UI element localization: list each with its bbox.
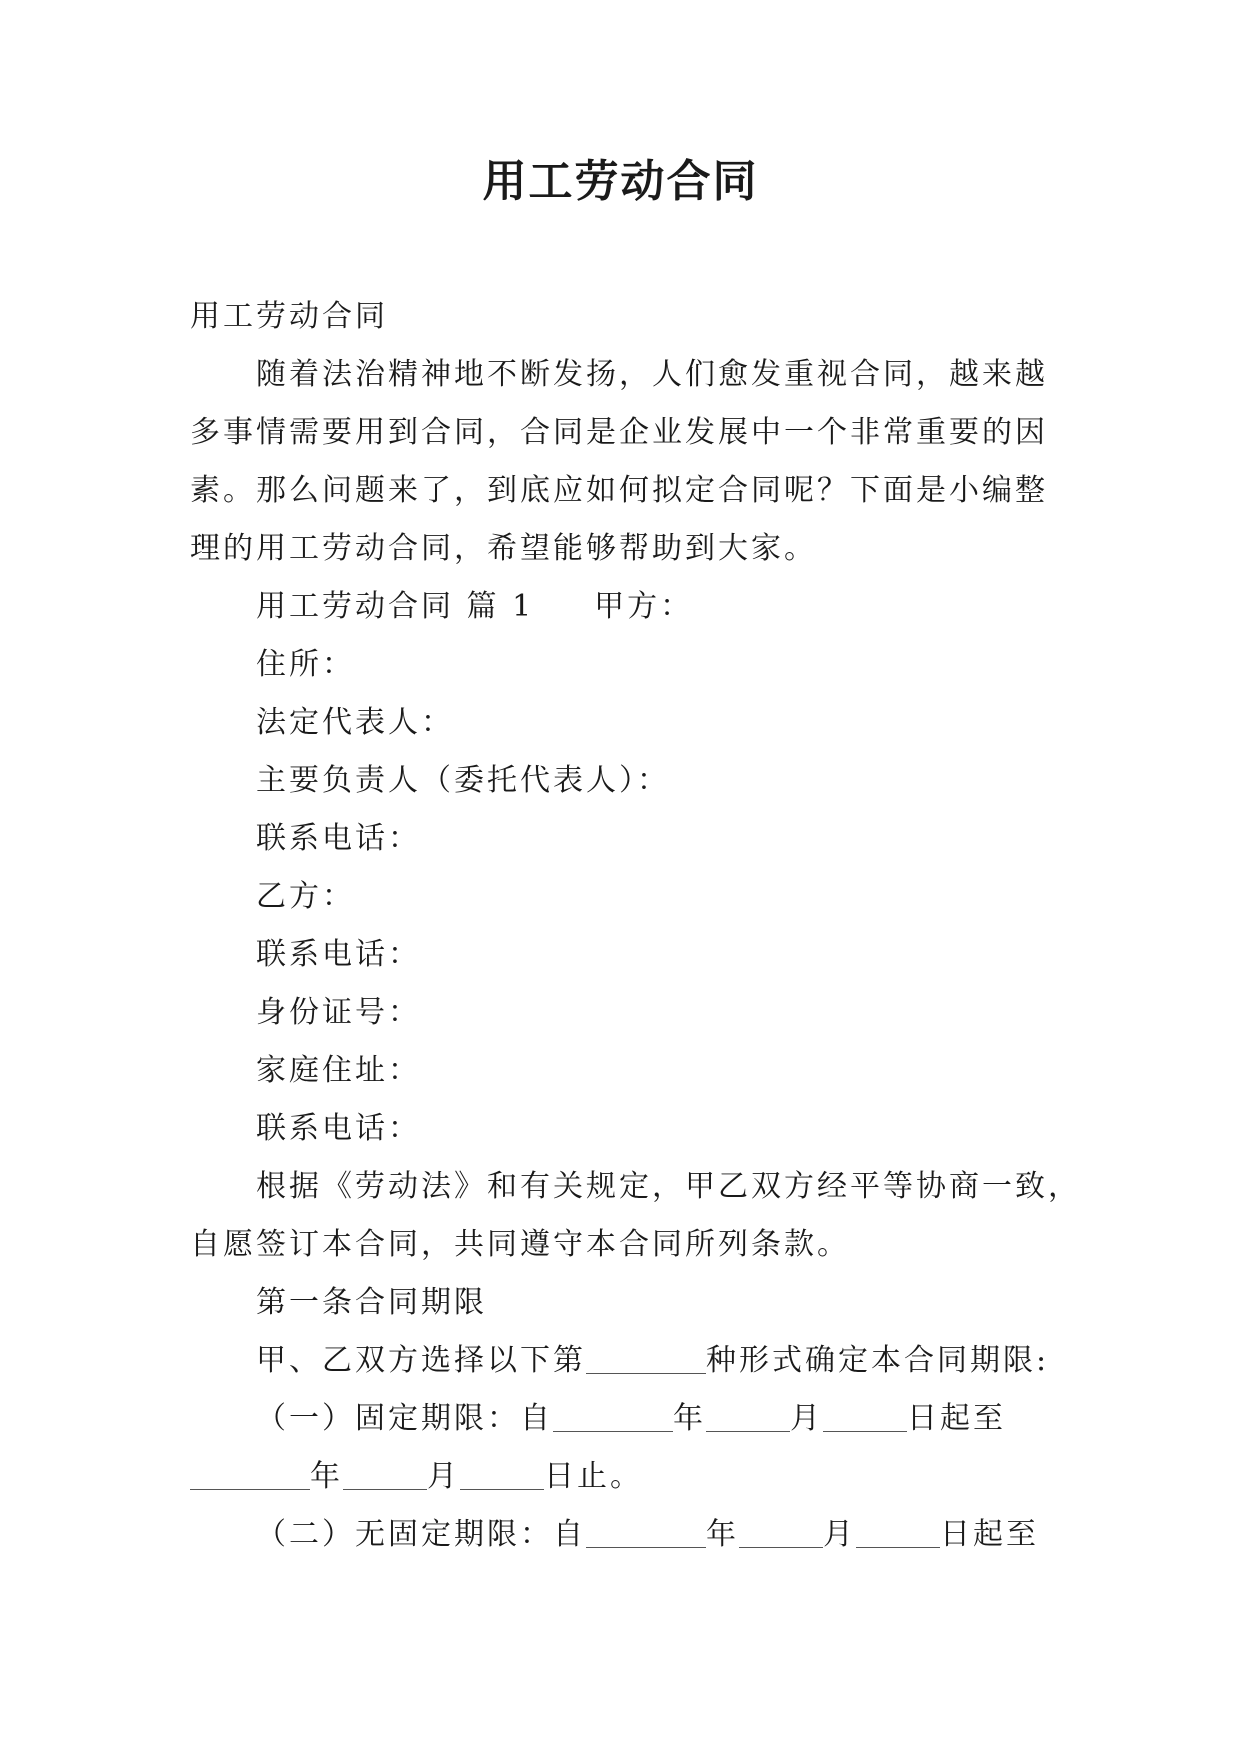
fixed-end-month-blank[interactable] bbox=[343, 1459, 427, 1490]
section-label: 用工劳动合同 篇 1 bbox=[256, 589, 535, 624]
fixed-end-day-blank[interactable] bbox=[460, 1459, 544, 1490]
intro-line-2: 多事情需要用到合同，合同是企业发展中一个非常重要的因 bbox=[190, 415, 1048, 450]
intro-line-3: 素。那么问题来了，到底应如何拟定合同呢？下面是小编整 bbox=[190, 473, 1048, 508]
id-number-label: 身份证号： bbox=[256, 995, 421, 1030]
section-line bbox=[190, 578, 1050, 636]
choose-form-text-b: 种形式确定本合同期限: bbox=[706, 1343, 1050, 1378]
open-term-text: （二）无固定期限：自 bbox=[256, 1517, 586, 1552]
address-label: 住所： bbox=[256, 647, 355, 682]
phone-label-2: 联系电话： bbox=[256, 937, 421, 972]
basis-line-1: 根据《劳动法》和有关规定，甲乙双方经平等协商一致， bbox=[256, 1169, 1081, 1204]
main-rep-label: 主要负责人（委托代表人）： bbox=[256, 763, 670, 798]
month-label: 月 bbox=[427, 1459, 460, 1494]
fixed-start-month-blank[interactable] bbox=[706, 1401, 790, 1432]
home-address-label: 家庭住址： bbox=[256, 1053, 421, 1088]
year-label: 年 bbox=[706, 1517, 739, 1552]
basis-line-2: 自愿签订本合同，共同遵守本合同所列条款。 bbox=[190, 1227, 850, 1262]
document-title: 用工劳动合同 bbox=[482, 156, 759, 207]
month-label: 月 bbox=[790, 1401, 823, 1436]
year-label: 年 bbox=[310, 1459, 343, 1494]
fixed-start-year-blank[interactable] bbox=[553, 1401, 673, 1432]
month-label: 月 bbox=[823, 1517, 856, 1552]
day-from-label: 日起至 bbox=[907, 1401, 1006, 1436]
open-start-year-blank[interactable] bbox=[586, 1517, 706, 1548]
fixed-start-day-blank[interactable] bbox=[823, 1401, 907, 1432]
intro-line-4: 理的用工劳动合同，希望能够帮助到大家。 bbox=[190, 531, 817, 566]
party-b-label: 乙方： bbox=[256, 879, 355, 914]
phone-label-3: 联系电话： bbox=[256, 1111, 421, 1146]
open-start-month-blank[interactable] bbox=[739, 1517, 823, 1548]
fixed-term-line bbox=[190, 1390, 1050, 1448]
open-start-day-blank[interactable] bbox=[856, 1517, 940, 1548]
day-to-label: 日止。 bbox=[544, 1459, 643, 1494]
fixed-term-text: （一）固定期限：自 bbox=[256, 1401, 553, 1436]
document-body bbox=[190, 288, 1081, 1564]
open-term-line bbox=[190, 1506, 1050, 1564]
fixed-end-year-blank[interactable] bbox=[190, 1459, 310, 1490]
fixed-term-end-line bbox=[190, 1448, 1050, 1506]
party-a-label: 甲方： bbox=[594, 589, 694, 624]
legal-rep-label: 法定代表人： bbox=[256, 705, 454, 740]
intro-line-1: 随着法治精神地不断发扬，人们愈发重视合同，越来越 bbox=[256, 357, 1048, 392]
year-label: 年 bbox=[673, 1401, 706, 1436]
form-number-blank[interactable] bbox=[586, 1343, 706, 1374]
choose-form-line bbox=[190, 1332, 1050, 1390]
article-1-heading: 第一条合同期限 bbox=[256, 1285, 487, 1320]
day-from-label: 日起至 bbox=[940, 1517, 1039, 1552]
choose-form-text-a: 甲、乙双方选择以下第 bbox=[256, 1343, 586, 1378]
phone-label-1: 联系电话： bbox=[256, 821, 421, 856]
heading-line: 用工劳动合同 bbox=[190, 299, 388, 334]
